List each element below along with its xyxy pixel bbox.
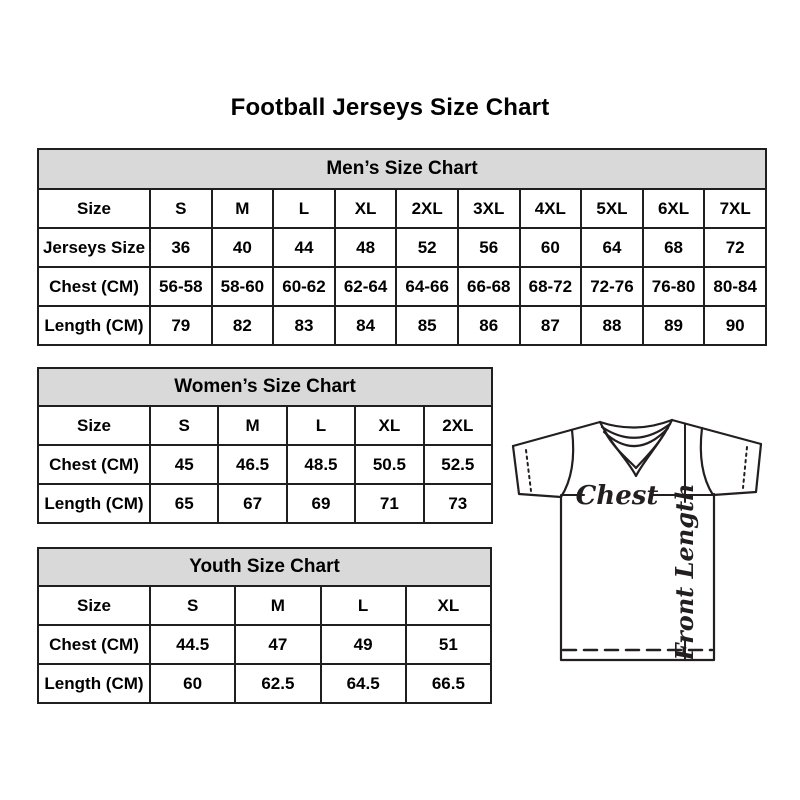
row-label-cell: Length (CM) bbox=[38, 484, 150, 523]
right-sleeve bbox=[713, 444, 761, 495]
table-row bbox=[38, 189, 766, 228]
row-label-cell: Chest (CM) bbox=[38, 267, 150, 306]
value-cell: 88 bbox=[581, 306, 643, 345]
row-label-cell: Size bbox=[38, 189, 150, 228]
value-cell: 60-62 bbox=[273, 267, 335, 306]
table-row bbox=[38, 586, 491, 625]
value-cell: S bbox=[150, 406, 218, 445]
value-cell: 4XL bbox=[520, 189, 582, 228]
page-title: Football Jerseys Size Chart bbox=[230, 94, 550, 121]
value-cell: 85 bbox=[396, 306, 458, 345]
row-label-cell: Size bbox=[38, 586, 150, 625]
value-cell: 3XL bbox=[458, 189, 520, 228]
right-cuff-stitch bbox=[743, 447, 747, 488]
youth-table-title: Youth Size Chart bbox=[38, 548, 491, 586]
table-row bbox=[38, 664, 491, 703]
value-cell: 46.5 bbox=[218, 445, 286, 484]
value-cell: S bbox=[150, 586, 235, 625]
value-cell: XL bbox=[406, 586, 491, 625]
value-cell: 62-64 bbox=[335, 267, 397, 306]
table-row bbox=[38, 306, 766, 345]
row-label-cell: Length (CM) bbox=[38, 306, 150, 345]
value-cell: 56 bbox=[458, 228, 520, 267]
value-cell: 52 bbox=[396, 228, 458, 267]
mens-table-title: Men’s Size Chart bbox=[38, 149, 766, 189]
jersey-outline bbox=[513, 420, 761, 660]
table-row bbox=[38, 228, 766, 267]
value-cell: 64-66 bbox=[396, 267, 458, 306]
table-row bbox=[38, 445, 492, 484]
value-cell: 64 bbox=[581, 228, 643, 267]
value-cell: M bbox=[235, 586, 320, 625]
value-cell: 2XL bbox=[396, 189, 458, 228]
value-cell: 49 bbox=[321, 625, 406, 664]
youth-size-table bbox=[37, 547, 492, 704]
value-cell: 2XL bbox=[424, 406, 492, 445]
value-cell: 6XL bbox=[643, 189, 705, 228]
front-length-label: Front Length bbox=[670, 483, 699, 661]
value-cell: L bbox=[321, 586, 406, 625]
table-title-row bbox=[38, 368, 492, 406]
row-label-cell: Size bbox=[38, 406, 150, 445]
value-cell: 65 bbox=[150, 484, 218, 523]
value-cell: 60 bbox=[520, 228, 582, 267]
value-cell: 82 bbox=[212, 306, 274, 345]
value-cell: 5XL bbox=[581, 189, 643, 228]
value-cell: 69 bbox=[287, 484, 355, 523]
value-cell: L bbox=[273, 189, 335, 228]
value-cell: 62.5 bbox=[235, 664, 320, 703]
value-cell: 68 bbox=[643, 228, 705, 267]
value-cell: 80-84 bbox=[704, 267, 766, 306]
row-label-cell: Jerseys Size bbox=[38, 228, 150, 267]
value-cell: 48.5 bbox=[287, 445, 355, 484]
value-cell: M bbox=[218, 406, 286, 445]
value-cell: L bbox=[287, 406, 355, 445]
left-sleeve bbox=[513, 446, 561, 497]
value-cell: 71 bbox=[355, 484, 423, 523]
value-cell: XL bbox=[355, 406, 423, 445]
value-cell: 48 bbox=[335, 228, 397, 267]
value-cell: 66.5 bbox=[406, 664, 491, 703]
value-cell: 84 bbox=[335, 306, 397, 345]
value-cell: 86 bbox=[458, 306, 520, 345]
left-cuff-stitch bbox=[526, 450, 531, 491]
value-cell: 83 bbox=[273, 306, 335, 345]
value-cell: 76-80 bbox=[643, 267, 705, 306]
value-cell: 66-68 bbox=[458, 267, 520, 306]
value-cell: 87 bbox=[520, 306, 582, 345]
row-label-cell: Chest (CM) bbox=[38, 445, 150, 484]
jersey-diagram bbox=[500, 408, 785, 672]
womens-size-table bbox=[37, 367, 493, 524]
value-cell: 90 bbox=[704, 306, 766, 345]
value-cell: 36 bbox=[150, 228, 212, 267]
table-title-row bbox=[38, 548, 491, 586]
table-row bbox=[38, 267, 766, 306]
value-cell: 73 bbox=[424, 484, 492, 523]
table-row bbox=[38, 484, 492, 523]
value-cell: 44 bbox=[273, 228, 335, 267]
value-cell: 67 bbox=[218, 484, 286, 523]
value-cell: 7XL bbox=[704, 189, 766, 228]
collar bbox=[600, 420, 672, 428]
value-cell: 68-72 bbox=[520, 267, 582, 306]
table-row bbox=[38, 625, 491, 664]
value-cell: 56-58 bbox=[150, 267, 212, 306]
row-label-cell: Chest (CM) bbox=[38, 625, 150, 664]
table-title-row bbox=[38, 149, 766, 189]
value-cell: M bbox=[212, 189, 274, 228]
value-cell: 40 bbox=[212, 228, 274, 267]
value-cell: 72 bbox=[704, 228, 766, 267]
value-cell: 89 bbox=[643, 306, 705, 345]
value-cell: S bbox=[150, 189, 212, 228]
value-cell: 79 bbox=[150, 306, 212, 345]
value-cell: 58-60 bbox=[212, 267, 274, 306]
value-cell: 64.5 bbox=[321, 664, 406, 703]
value-cell: 44.5 bbox=[150, 625, 235, 664]
table-row bbox=[38, 406, 492, 445]
value-cell: XL bbox=[335, 189, 397, 228]
row-label-cell: Length (CM) bbox=[38, 664, 150, 703]
value-cell: 72-76 bbox=[581, 267, 643, 306]
womens-table-title: Women’s Size Chart bbox=[38, 368, 492, 406]
value-cell: 45 bbox=[150, 445, 218, 484]
value-cell: 47 bbox=[235, 625, 320, 664]
value-cell: 60 bbox=[150, 664, 235, 703]
mens-size-table bbox=[37, 148, 767, 346]
value-cell: 52.5 bbox=[424, 445, 492, 484]
chest-label: Chest bbox=[575, 481, 659, 511]
value-cell: 50.5 bbox=[355, 445, 423, 484]
value-cell: 51 bbox=[406, 625, 491, 664]
